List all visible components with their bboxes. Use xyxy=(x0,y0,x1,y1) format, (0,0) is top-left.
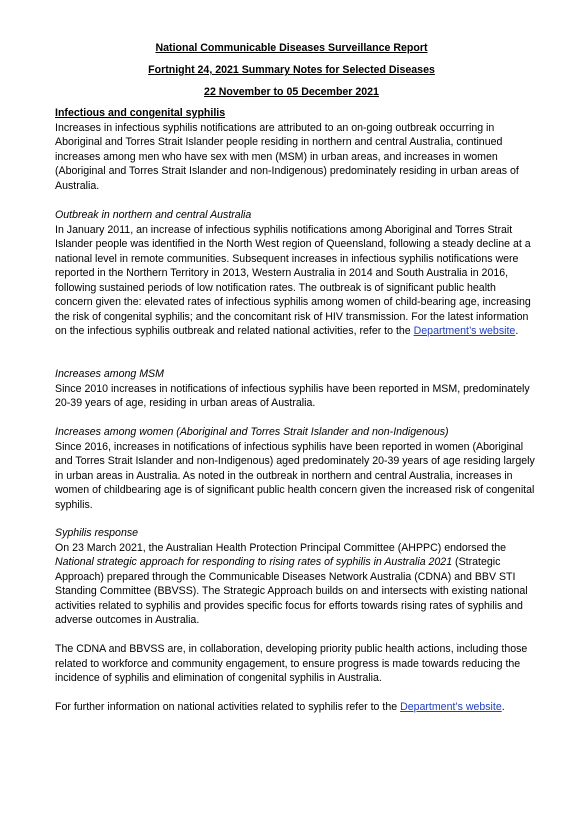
outbreak-paragraph xyxy=(55,223,535,339)
outbreak-text: In January 2011, an increase of infectious syphilis notifications among Aboriginal and Torres Strait Islander people was identified in the North West region of Queensland, following a steady decline at a national level in remote communities. Subsequent increases in infectious syphilis notifications were reported in the Northern Territory in 2013, Western Australia in 2014 and South Australia in 2016, following sustained periods of low notification rates. The outbreak is of significant public health concern given the: elevated rates of infectious syphilis among women of child-bearing age, increasing the risk of congenital syphilis; and the concomitant risk of HIV transmission. For the latest information on the infectious syphilis outbreak and related national activities, refer to the xyxy=(55,223,531,337)
cdna-text: The CDNA and BBVSS are, in collaboration, developing priority public health actions, including those related to workforce and community engagement, to ensure progress is made towards reducing the incidence of syphilis and elimination of congenital syphilis in Australia. xyxy=(55,643,528,684)
msm-heading: Increases among MSM xyxy=(55,368,164,380)
syphilis-heading: Infectious and congenital syphilis xyxy=(55,107,226,119)
women-text: Since 2016, increases in notifications of infectious syphilis have been reported in women (Aboriginal and Torres Strait Islander and non-Indigenous) aged predominately 20-39 years of age residing largely in urban areas in Australia. As noted in the outbreak in northern and central Australia, increases in women of childbearing age is of significant public health concern given the increased risk of congenital syphilis. xyxy=(55,440,535,511)
outbreak-department-link[interactable]: Department’s website xyxy=(413,325,516,337)
further-end: . xyxy=(501,701,505,713)
further-section xyxy=(55,700,535,715)
msm-section xyxy=(55,367,535,411)
syphilis-section xyxy=(55,106,535,193)
msm-text: Since 2010 increases in notifications of infectious syphilis have been reported in MSM, predominately 20-39 years of age, residing in urban areas of Australia. xyxy=(55,382,530,409)
cdna-section xyxy=(55,642,535,686)
further-paragraph xyxy=(55,700,535,715)
report-date-range: 22 November to 05 December 2021 xyxy=(204,86,379,98)
outbreak-section xyxy=(55,208,535,339)
response-heading: Syphilis response xyxy=(55,527,139,539)
response-strategy-title: National strategic approach for responding to rising rates of syphilis in Australia 2021 xyxy=(55,556,453,568)
syphilis-intro: Increases in infectious syphilis notifications are attributed to an on-going outbreak occurring in Aboriginal and Torres Strait Islander people residing in northern and central Australia, continued increases among men who have sex with men (MSM) in urban areas, and increases in women (Aboriginal and Torres Strait Islander and non-Indigenous) predominately residing in urban areas of Australia. xyxy=(55,121,519,192)
women-section xyxy=(55,425,535,512)
women-heading: Increases among women (Aboriginal and Torres Strait Islander and non-Indigenous) xyxy=(55,426,449,438)
outbreak-heading: Outbreak in northern and central Australia xyxy=(55,209,252,221)
report-subtitle: Fortnight 24, 2021 Summary Notes for Selected Diseases xyxy=(148,64,435,76)
response-paragraph xyxy=(55,541,535,628)
report-title: National Communicable Diseases Surveillance Report xyxy=(155,42,428,54)
further-department-link[interactable]: Department’s website xyxy=(400,701,502,713)
response-section xyxy=(55,526,535,628)
outbreak-end: . xyxy=(515,325,519,337)
further-text: For further information on national activities related to syphilis refer to the xyxy=(55,701,398,713)
response-text-a: On 23 March 2021, the Australian Health Protection Principal Committee (AHPPC) endorsed the xyxy=(55,541,507,554)
response-text-b: (Strategic Approach) prepared through the Communicable Diseases Network Australia (CDNA) and BBV STI Standing Committee (BBVSS). The Strategic Approach builds on and intersects with existing national activities related to syphilis and provides specific focus for efforts towards rising rates of syphilis and adverse outcomes in Australia. xyxy=(55,556,528,626)
